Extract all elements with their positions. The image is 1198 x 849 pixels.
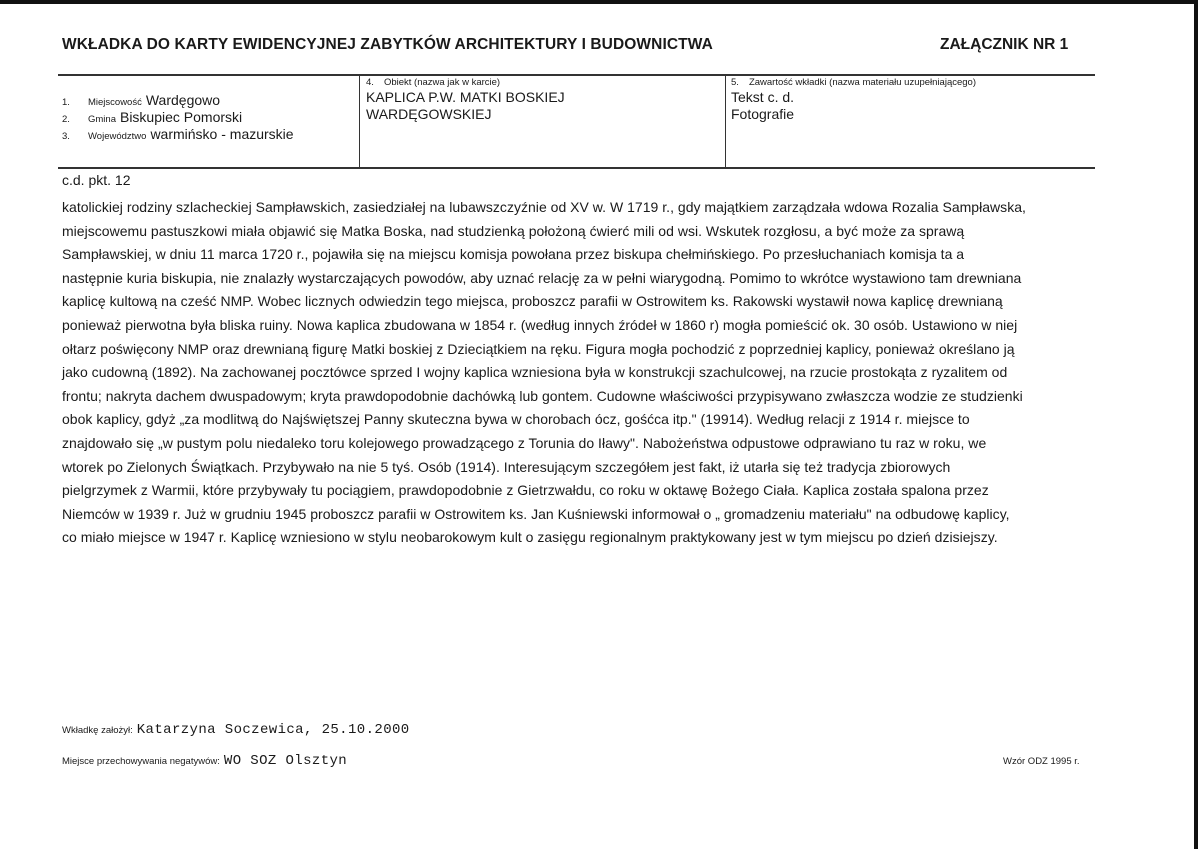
- body-line: Sampławskiej, w dniu 11 marca 1720 r., pojawiła się na miejscu komisja powołana przez biskupa chełmińskiego. Po przesłuchaniach komisja ta a: [62, 246, 965, 263]
- locality-field: 1. Miejscowość Wardęgowo: [62, 92, 221, 108]
- storage-label: Miejsce przechowywania negatywów:: [62, 756, 220, 767]
- body-line: pielgrzymek z Warmii, które przybywały tu pociągiem, prawdopodobnie z Gietrzwałdu, co roku w oktawę Bożego Ciała. Kaplica została spalona przez: [62, 482, 989, 499]
- author-field: [62, 722, 410, 738]
- commune-field: 2. Gmina Biskupiec Pomorski: [62, 109, 243, 125]
- commune-value: Biskupiec Pomorski: [119, 109, 243, 125]
- contents-field: [731, 76, 1091, 123]
- column-divider-2: [725, 74, 726, 168]
- contents-line-1: Tekst c. d.: [731, 89, 795, 105]
- locality-label: Miejscowość: [88, 97, 142, 108]
- voivodeship-field: 3. Województwo warmińsko - mazurskie: [62, 126, 294, 142]
- voivodeship-label: Województwo: [88, 131, 147, 142]
- contents-caption: 5. Zawartość wkładki (nazwa materiału uzupełniającego): [731, 77, 976, 88]
- storage-field: [62, 753, 347, 769]
- bottom-rule: [58, 167, 1095, 169]
- locality-value: Wardęgowo: [145, 92, 221, 108]
- body-line: Niemców w 1939 r. Już w grudniu 1945 proboszcz parafii w Ostrowitem ks. Jan Kuśniewski informował o „ gromadzeniu materiału" na odbudowę kaplicy,: [62, 505, 1010, 522]
- body-line: kaplicę kultową na cześć NMP. Wobec licznych odwiedzin tego miejsca, proboszcz parafii w Ostrowitem ks. Rakowski wystawił nowa kaplicę drewnianą: [62, 293, 1003, 310]
- body-line: ołtarz poświęcony NMP oraz drewnianą figurę Matki boskiej z Dzieciątkiem na ręku. Figura mogła pochodzić z poprzedniej kaplicy, ponieważ określano ją: [62, 340, 1015, 357]
- location-fields: [62, 92, 294, 143]
- continuation-label: c.d. pkt. 12: [62, 172, 131, 188]
- body-text: [62, 196, 1142, 550]
- scan-frame-top: [0, 0, 1198, 4]
- body-line: wtorek po Zielonych Świątkach. Przybywało na nie 5 tyś. Osób (1914). Interesującym szczegółem jest fakt, iż utarła się też tradycja zbiorowych: [62, 458, 951, 475]
- object-name-line-2: WARDĘGOWSKIEJ: [366, 106, 492, 122]
- body-line: co miało miejsce w 1947 r. Kaplicę wzniesiono w stylu neobarokowym kult o zasięgu regionalnym praktykowany jest w tym miejscu po dzień dzisiejszy.: [62, 529, 998, 546]
- body-line: obok kaplicy, gdyż „za modlitwą do Najświętszej Panny skuteczna bywa w chorobach ócz, gośćca itp." (19914). Według relacji z 1914 r. miejsce to: [62, 411, 970, 428]
- storage-value: WO SOZ Olsztyn: [223, 753, 348, 769]
- body-line: jako cudowną (1892). Na zachowanej pocztówce sprzed I wojny kaplica wzniesiona była w konstrukcji szachulcowej, na rzucie prostokąta z ryzalitem od: [62, 364, 1008, 381]
- body-line: miejscowemu pastuszkowi miała objawić się Matka Boska, nad studzienką położoną ćwierć mili od wsi. Wskutek rozgłosu, a być może za sprawą: [62, 222, 965, 239]
- body-line: znajdowało się „w pustym polu niedaleko toru kolejowego prowadzącego z Torunia do Iławy". Nabożeństwa odpustowe odprawiano tu raz w roku, we: [62, 434, 987, 451]
- scan-frame-right: [1194, 0, 1198, 849]
- object-field: [366, 76, 720, 123]
- commune-label: Gmina: [88, 114, 116, 125]
- body-line: następnie kuria biskupia, nie znalazły wystarczających powodów, aby uznać relację za w pełni wiarygodną. Pomimo to wkrótce wystawiono tam drewniana: [62, 269, 1022, 286]
- form-title: WKŁADKA DO KARTY EWIDENCYJNEJ ZABYTKÓW ARCHITEKTURY I BUDOWNICTWA: [62, 36, 713, 53]
- body-line: frontu; nakryta dachem dwuspadowym; kryta prawdopodobnie dachówką lub gontem. Cudowne właściwości przypisywano zwłaszcza wodzie ze studzienki: [62, 387, 1023, 404]
- author-label: Wkładkę założył:: [62, 725, 133, 736]
- body-line: ponieważ pierwotna była bliska ruiny. Nowa kaplica zbudowana w 1854 r. (według innych źródeł w 1860 r) mogła pomieścić ok. 30 osób. Ustawiono w niej: [62, 316, 1018, 333]
- template-note: Wzór ODZ 1995 r.: [1003, 756, 1080, 767]
- column-divider-1: [359, 74, 360, 168]
- object-name-line-1: KAPLICA P.W. MATKI BOSKIEJ: [366, 89, 565, 105]
- author-value: Katarzyna Soczewica, 25.10.2000: [136, 722, 410, 738]
- object-caption: 4. Obiekt (nazwa jak w karcie): [366, 77, 501, 88]
- voivodeship-value: warmińsko - mazurskie: [150, 126, 294, 142]
- annex-label: ZAŁĄCZNIK NR 1: [940, 36, 1069, 53]
- body-line: katolickiej rodziny szlacheckiej Sampławskich, zasiedziałej na lubawszczyźnie od XV w. W 1719 r., gdy majątkiem zarządzała wdowa Rozalia Sampławska,: [62, 199, 1026, 215]
- contents-line-2: Fotografie: [731, 106, 795, 122]
